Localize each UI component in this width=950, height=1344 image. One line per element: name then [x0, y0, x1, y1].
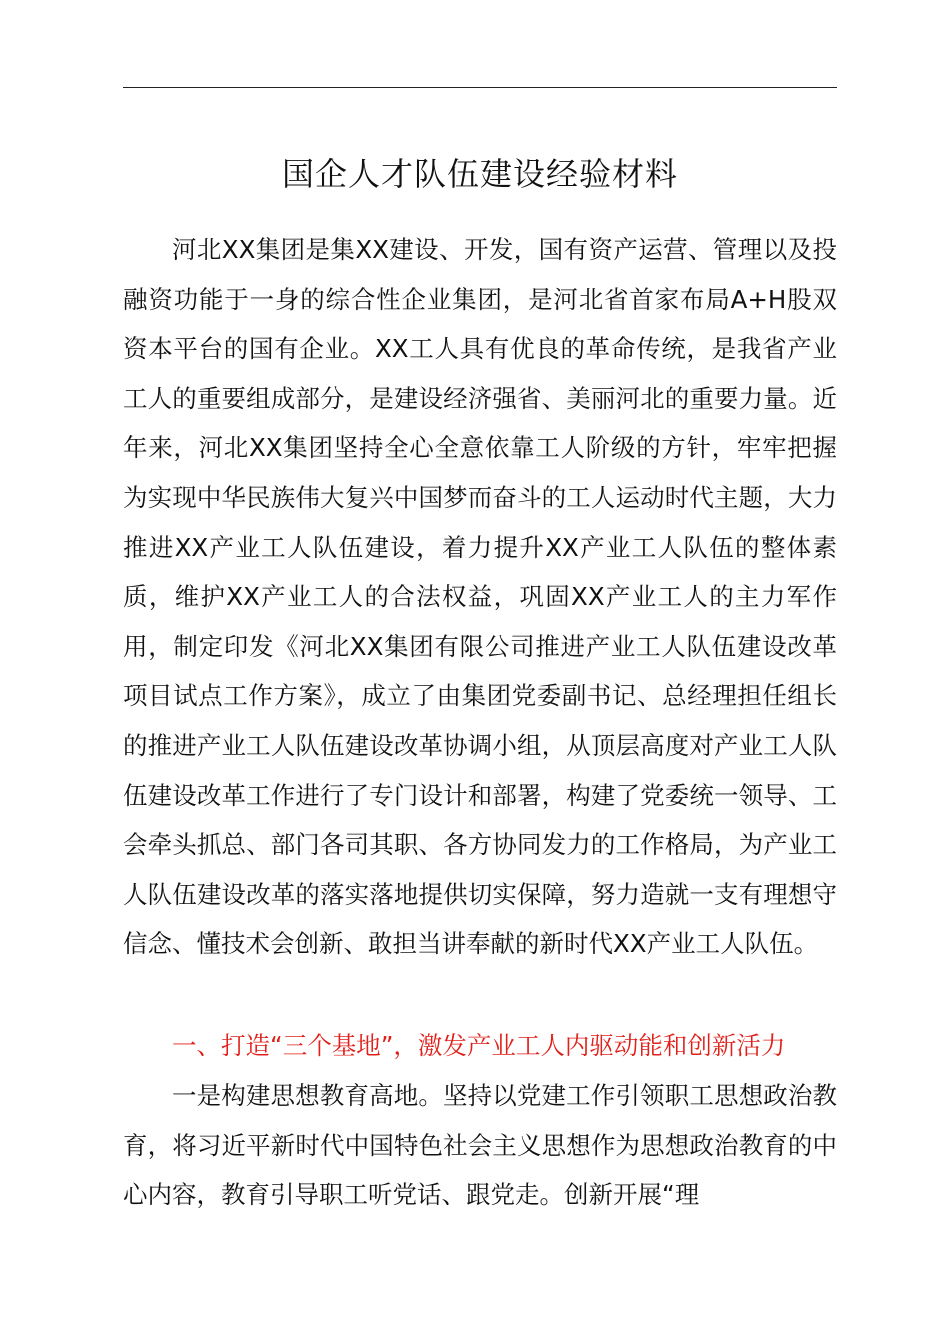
section-heading-1: 一、打造“三个基地”，激发产业工人内驱动能和创新活力 — [172, 1031, 786, 1060]
body-paragraph-2: 一是构建思想教育高地。坚持以党建工作引领职工思想政治教育，将习近平新时代中国特色社会主义思想作为思想政治教育的中心内容，教育引导职工听党话、跟党走。创新开展“理 — [123, 1081, 837, 1210]
document-title: 国企人才队伍建设经验材料 — [281, 155, 678, 193]
intro-paragraph: 河北XX集团是集XX建设、开发，国有资产运营、管理以及投融资功能于一身的综合性企业集团，是河北省首家布局A+H股双资本平台的国有企业。XX工人具有优良的革命传统，是我省产业工人的重要组成部分，是建设经济强省、美丽河北的重要力量。近年来，河北XX集团坚持全心全意依靠工人阶级的方针，牢牢把握为实现中华民族伟大复兴中国梦而奋斗的工人运动时代主题，大力推进XX产业工人队伍建设，着力提升XX产业工人队伍的整体素质，维护XX产业工人的合法权益，巩固XX产业工人的主力军作用，制定印发《河北XX集团有限公司推进产业工人队伍建设改革项目试点工作方案》，成立了由集团党委副书记、总经理担任组长的推进产业工人队伍建设改革协调小组，从顶层高度对产业工人队伍建设改革工作进行了专门设计和部署，构建了党委统一领导、工会牵头抓总、部门各司其职、各方协同发力的工作格局，为产业工人队伍建设改革的落实落地提供切实保障，努力造就一支有理想守信念、懂技术会创新、敢担当讲奉献的新时代XX产业工人队伍。 — [123, 235, 837, 959]
header-divider — [123, 87, 837, 88]
